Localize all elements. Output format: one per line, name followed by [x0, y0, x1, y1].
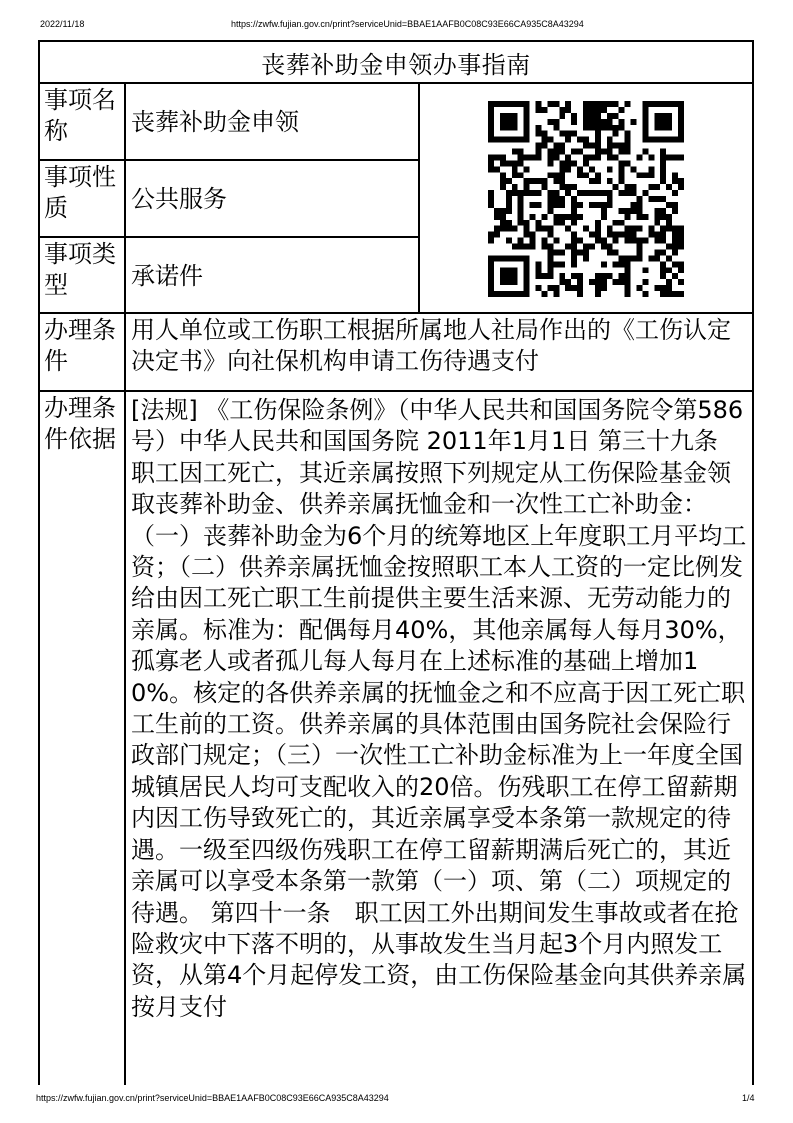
row-label-legal-basis: 办理条件依据 — [40, 392, 126, 1085]
row-label-item-nature: 事项性质 — [40, 161, 126, 238]
qr-code — [420, 84, 752, 314]
row-value-conditions: 用人单位或工伤职工根据所属地人社局作出的《工伤认定决定书》向社保机构申请工伤待遇支付 — [131, 316, 731, 375]
row-value-item-type — [126, 238, 420, 314]
print-date: 2022/11/18 — [40, 19, 85, 29]
row-value-item-nature — [126, 161, 420, 238]
row-value-item-name — [126, 84, 420, 161]
print-footer-url: https://zwfw.fujian.gov.cn/print?serviceUnid=BBAE1AAFB0C08C93E66CA935C8A43294 — [36, 1093, 389, 1103]
row-value-legal-basis: [法规] 《工伤保险条例》（中华人民共和国国务院令第586号）中华人民共和国国务院 2011年1月1日 第三十九条 职工因工死亡，其近亲属按照下列规定从工伤保险基金领取丧葬补助金、供养亲属抚恤金和一次性工亡补助金：（一）丧葬补助金为6个月的统筹地区上年度职工月平均工资；（二）供养亲属抚恤金按照职工本人工资的一定比例发给由因工死亡职工生前提供主要生活来源、无劳动能力的亲属。标准为：配偶每月40%，其他亲属每人每月30%，孤寡老人或者孤儿每人每月在上述标准的基础上增加10%。核定的各供养亲属的抚恤金之和不应高于因工死亡职工生前的工资。供养亲属的具体范围由国务院社会保险行政部门规定；（三）一次性工亡补助金标准为上一年度全国城镇居民人均可支配收入的20倍。伤残职工在停工留薪期内因工伤导致死亡的，其近亲属享受本条第一款规定的待遇。一级至四级伤残职工在停工留薪期满后死亡的，其近亲属可以享受本条第一款第（一）项、第（二）项规定的待遇。 第四十一条 职工因工外出期间发生事故或者在抢险救灾中下落不明的，从事故发生当月起3个月内照发工资，从第4个月起停发工资，由工伤保险基金向其供养亲属按月支付 — [131, 396, 747, 1021]
item-type-text: 承诺件 — [131, 261, 203, 290]
guide-table — [38, 40, 754, 1085]
print-header-url: https://zwfw.fujian.gov.cn/print?serviceUnid=BBAE1AAFB0C08C93E66CA935C8A43294 — [231, 19, 584, 29]
item-nature-text: 公共服务 — [131, 185, 227, 213]
page-number: 1/4 — [742, 1093, 755, 1103]
row-label-item-type: 事项类型 — [40, 238, 126, 314]
item-name-text: 丧葬补助金申领 — [131, 108, 299, 136]
row-label-item-name: 事项名称 — [40, 84, 126, 161]
qr-code-icon — [488, 101, 684, 297]
guide-title: 丧葬补助金申领办事指南 — [40, 42, 752, 84]
row-label-conditions: 办理条件 — [40, 314, 126, 392]
